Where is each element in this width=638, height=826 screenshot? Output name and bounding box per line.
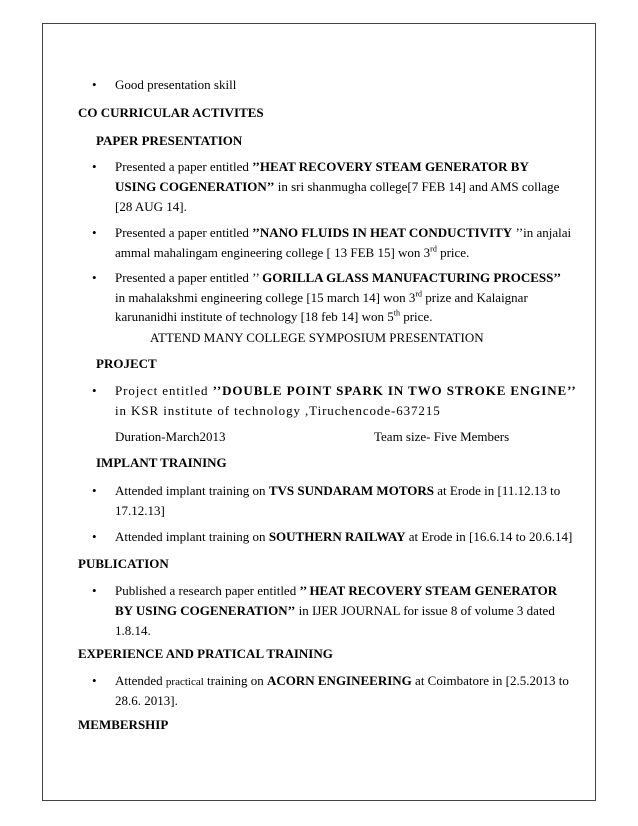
project-line-1 (115, 382, 577, 400)
section-heading-co-curricular: CO CURRICULAR ACTIVITES (78, 105, 264, 120)
experience-line-2: 28.6. 2013]. (115, 693, 178, 708)
text: at Coimbatore in [2.5.2013 to (411, 673, 569, 688)
paper-1-line-2 (115, 178, 559, 196)
document-page (42, 23, 596, 801)
publication-line-1 (115, 582, 557, 600)
paper-1-line-3: [28 AUG 14]. (115, 199, 187, 214)
text: Presented a paper entitled (115, 159, 253, 174)
paper-1-line-1 (115, 158, 529, 176)
subheading-implant-training: IMPLANT TRAINING (96, 455, 227, 470)
text: Presented a paper entitled ’’ (115, 270, 263, 285)
text: at Erode in [11.12.13 to (433, 483, 561, 498)
text: in mahalakshmi engineering college [15 march 14] won 3 (115, 290, 416, 305)
bullet-icon: • (92, 159, 97, 174)
bullet-icon: • (92, 583, 97, 598)
superscript: rd (415, 289, 423, 299)
publication-title: BY USING COGENERATION’’ (115, 603, 296, 618)
text: Attended implant training on (115, 483, 269, 498)
paper-title: ’’HEAT RECOVERY STEAM GENERATOR BY (252, 159, 529, 174)
project-line-2: in KSR institute of technology ,Tiruchencode-637215 (115, 403, 441, 418)
implant-1-line-1 (115, 482, 560, 500)
section-heading-membership: MEMBERSHIP (78, 717, 169, 732)
text: Attended implant training on (115, 529, 269, 544)
paper-3-line-1 (115, 269, 561, 287)
text: practical (165, 676, 204, 688)
company-name: ACORN ENGINEERING (266, 673, 412, 688)
skill-item: Good presentation skill (115, 77, 237, 92)
text: at Erode in [16.6.14 to 20.6.14] (405, 529, 573, 544)
text: Project entitled (115, 383, 213, 398)
bullet-icon: • (92, 77, 97, 92)
text: ammal mahalingam engineering college [ 13 FEB 15] won 3 (115, 245, 431, 260)
paper-3-line-2 (115, 289, 528, 307)
text: Presented a paper entitled (115, 225, 253, 240)
company-name: SOUTHERN RAILWAY (268, 529, 406, 544)
text: price. (436, 245, 470, 260)
text: price. (399, 309, 433, 324)
bullet-icon: • (92, 673, 97, 688)
text: prize and Kalaignar (422, 290, 528, 305)
implant-1-line-2: 17.12.13] (115, 503, 165, 518)
bullet-icon: • (92, 529, 97, 544)
symposium-note: ATTEND MANY COLLEGE SYMPOSIUM PRESENTATION (150, 330, 484, 345)
bullet-icon: • (92, 483, 97, 498)
bullet-icon: • (92, 225, 97, 240)
section-heading-publication: PUBLICATION (78, 556, 169, 571)
publication-line-3: 1.8.14. (115, 623, 151, 638)
text: training on (203, 673, 267, 688)
subheading-paper-presentation: PAPER PRESENTATION (96, 133, 243, 148)
paper-title: GORILLA GLASS MANUFACTURING PROCESS’’ (262, 270, 562, 285)
text: Attended (115, 673, 166, 688)
paper-title: USING COGENERATION’’ (115, 179, 275, 194)
project-title: ’’DOUBLE POINT SPARK IN TWO STROKE ENGINE’’ (212, 383, 577, 398)
publication-line-2 (115, 602, 555, 620)
project-team-size: Team size- Five Members (374, 429, 510, 444)
company-name: TVS SUNDARAM MOTORS (268, 483, 434, 498)
paper-title: ’’NANO FLUIDS IN HEAT CONDUCTIVITY (252, 225, 513, 240)
paper-3-line-3 (115, 308, 432, 326)
project-duration: Duration-March2013 (115, 429, 226, 444)
bullet-icon: • (92, 383, 97, 398)
paper-2-line-1 (115, 224, 571, 242)
bullet-icon: • (92, 270, 97, 285)
superscript: rd (430, 244, 437, 254)
implant-2-line-1 (115, 528, 572, 546)
text: karunanidhi institute of technology [18 feb 14] won 5 (115, 309, 394, 324)
text: in sri shanmugha college[7 FEB 14] and AMS collage (274, 179, 560, 194)
text: in IJER JOURNAL for issue 8 of volume 3 dated (295, 603, 555, 618)
publication-title: ’’ HEAT RECOVERY STEAM GENERATOR (299, 583, 558, 598)
superscript: th (393, 308, 400, 318)
section-heading-experience: EXPERIENCE AND PRATICAL TRAINING (78, 646, 333, 661)
text: Published a research paper entitled (115, 583, 300, 598)
subheading-project: PROJECT (96, 356, 157, 371)
paper-2-line-2 (115, 244, 469, 262)
text: ’’in anjalai (512, 225, 572, 240)
experience-line-1 (115, 672, 569, 691)
